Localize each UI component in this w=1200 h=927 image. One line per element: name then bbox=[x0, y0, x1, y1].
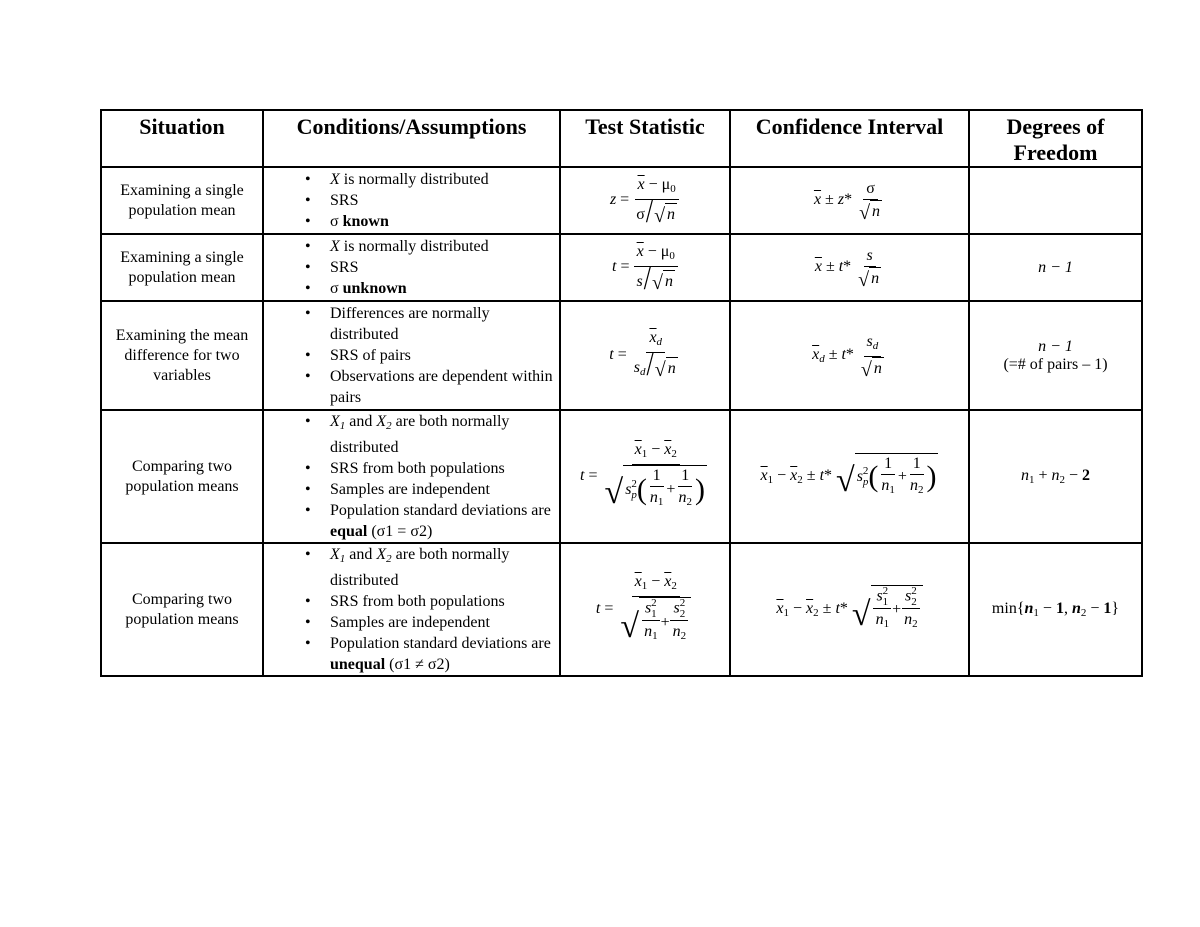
conditions-cell bbox=[263, 234, 560, 301]
inference-table bbox=[100, 109, 1143, 677]
formula-ci-welch: $\overline{x}_1 - \overline{x}_2 \pm t*$ √ s 2 1 $n_1$ + s 2 2 $n_2$ bbox=[776, 600, 922, 617]
test-statistic-cell bbox=[560, 234, 730, 301]
test-statistic-cell bbox=[560, 543, 730, 676]
test-statistic-cell bbox=[560, 301, 730, 410]
df-note: (=# of pairs – 1) bbox=[1003, 355, 1108, 373]
condition-item: • SRS of pairs bbox=[330, 345, 555, 366]
condition-item: • X is normally distributed bbox=[330, 236, 555, 257]
formula-ci-paired: $\overline{x}_d \pm t*$ $s_d$ √ n bbox=[812, 332, 882, 381]
conditions-cell bbox=[263, 543, 560, 676]
condition-item: • Population standard deviations are unequal (σ1 ≠ σ2) bbox=[330, 633, 555, 675]
formula-t: t = $\overline{x} - \mu_0$ s/ √ n bbox=[612, 258, 678, 275]
test-statistic-cell bbox=[560, 410, 730, 543]
condition-item: • Samples are independent bbox=[330, 612, 555, 633]
condition-item: • σ known bbox=[330, 211, 555, 232]
formula-t-welch: t = $\overline{x}_1 - \overline{x}_2$ √ s 2 1 $n_1$ + s 2 2 $n_2$ bbox=[596, 600, 694, 617]
confidence-interval-cell bbox=[730, 410, 969, 543]
condition-item: • σ unknown bbox=[330, 278, 555, 299]
situation-cell: Comparing two population means bbox=[101, 543, 263, 676]
df-cell: n − 1 bbox=[969, 234, 1142, 301]
df-cell: n − 1 (=# of pairs – 1) bbox=[969, 301, 1142, 410]
table-row bbox=[101, 167, 1142, 234]
confidence-interval-cell bbox=[730, 234, 969, 301]
formula-t-paired: t = $\overline{x}_d$ $s_d/$ √ n bbox=[609, 329, 676, 383]
condition-item: • $X_1$ and $X_2$ are both normally distributed bbox=[330, 411, 555, 458]
condition-item: • Differences are normally distributed bbox=[330, 303, 555, 345]
table-row bbox=[101, 543, 1142, 676]
condition-item: • $X_1$ and $X_2$ are both normally distributed bbox=[330, 544, 555, 591]
condition-item: • SRS bbox=[330, 257, 555, 278]
situation-cell: Examining the mean difference for two variables bbox=[101, 301, 263, 410]
confidence-interval-cell bbox=[730, 167, 969, 234]
table-row bbox=[101, 410, 1142, 543]
conditions-cell bbox=[263, 167, 560, 234]
confidence-interval-cell bbox=[730, 543, 969, 676]
condition-item: • SRS from both populations bbox=[330, 591, 555, 612]
header-confidence-interval: Confidence Interval bbox=[730, 110, 969, 167]
conditions-cell bbox=[263, 410, 560, 543]
header-degrees-of-freedom: Degrees of Freedom bbox=[969, 110, 1142, 167]
conditions-cell bbox=[263, 301, 560, 410]
situation-cell: Comparing two population means bbox=[101, 410, 263, 543]
table-row bbox=[101, 234, 1142, 301]
condition-item: • Population standard deviations are equal (σ1 = σ2) bbox=[330, 500, 555, 542]
formula-ci-pooled: $\overline{x}_1 - \overline{x}_2 \pm t*$ √ s 2 p ( $\frac{1}{n_1}$ + $\frac{1}{n_2}$ ) bbox=[760, 454, 937, 499]
condition-item: • SRS bbox=[330, 190, 555, 211]
header-situation: Situation bbox=[101, 110, 263, 167]
df-cell: $\min\{n_1 - 1$, $n_2 - 1$} bbox=[969, 543, 1142, 676]
situation-cell: Examining a single population mean bbox=[101, 234, 263, 301]
formula-ci-z: $\overline{x} \pm z*$ σ √ n bbox=[813, 179, 881, 224]
test-statistic-cell bbox=[560, 167, 730, 234]
header-conditions: Conditions/Assumptions bbox=[263, 110, 560, 167]
formula-ci-t: $\overline{x} \pm t*$ s √ n bbox=[814, 246, 880, 291]
formula-t-pooled: t = $\overline{x}_1 - \overline{x}_2$ √ s 2 p ( $\frac{1}{n_1}$ + $\frac{1}{n_2}$ ) bbox=[580, 441, 705, 511]
confidence-interval-cell bbox=[730, 301, 969, 410]
header-test-statistic: Test Statistic bbox=[560, 110, 730, 167]
formula-z: z = $\overline{x} - \mu_0$ σ/ √ n bbox=[610, 191, 680, 208]
df-cell: $n_1 + n_2 - 2$ bbox=[969, 410, 1142, 543]
condition-item: • SRS from both populations bbox=[330, 458, 555, 479]
condition-item: • Samples are independent bbox=[330, 479, 555, 500]
header-row bbox=[101, 110, 1142, 167]
situation-cell: Examining a single population mean bbox=[101, 167, 263, 234]
condition-item: • X is normally distributed bbox=[330, 169, 555, 190]
condition-item: • Observations are dependent within pairs bbox=[330, 366, 555, 408]
df-cell bbox=[969, 167, 1142, 234]
table-row bbox=[101, 301, 1142, 410]
